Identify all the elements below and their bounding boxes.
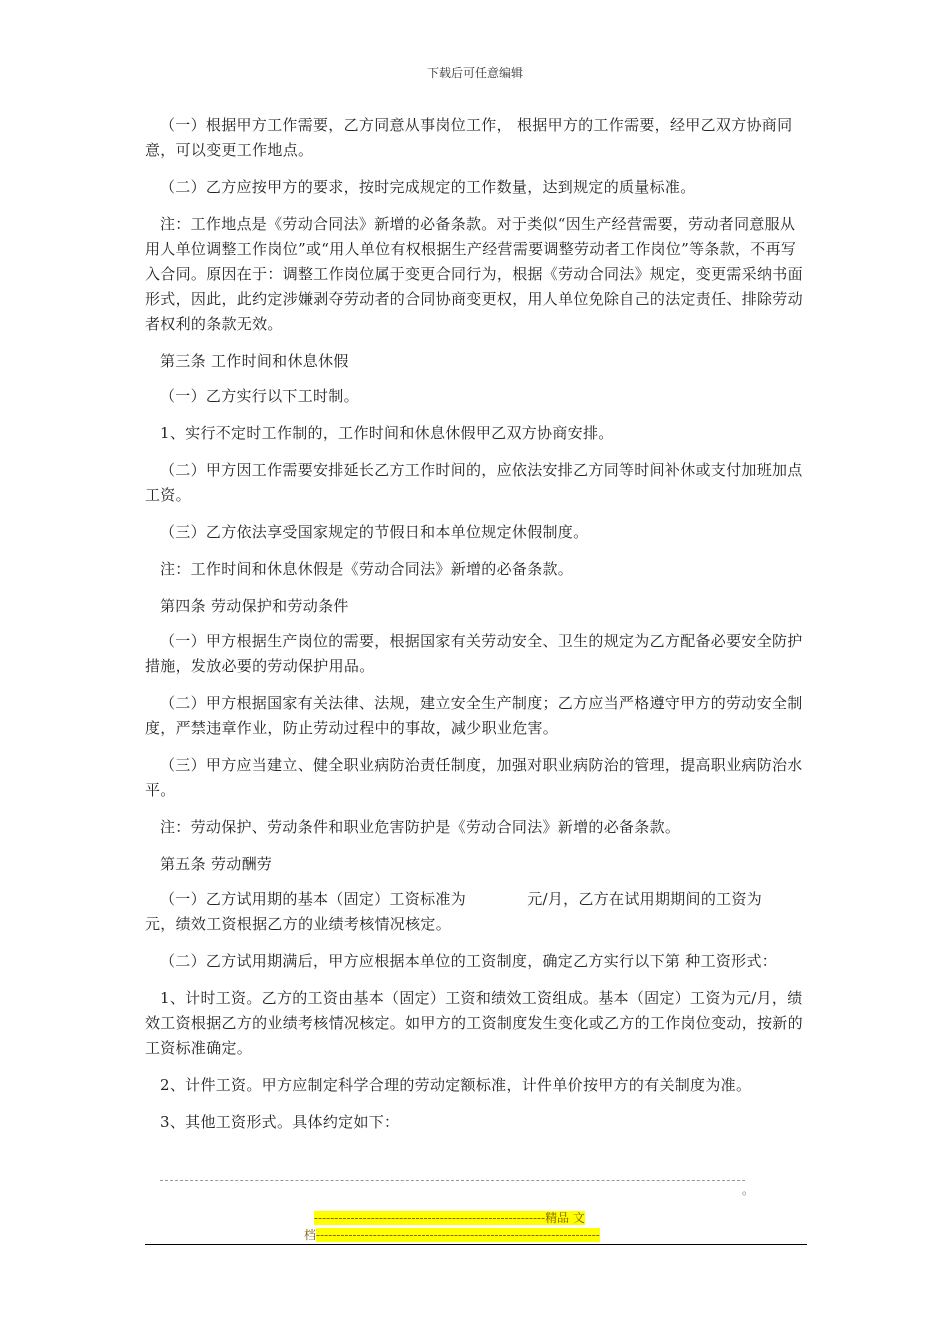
separator-end-mark: 。 [742, 1183, 755, 1197]
note-paragraph: 注：工作地点是《劳动合同法》新增的必备条款。对于类似“因生产经营需要，劳动者同意服从用人单位调整工作岗位”或“用人单位有权根据生产经营需要调整劳动者工作岗位”等条款，不再写入合同。原因在于：调整工作岗位属于变更合同行为，根据《劳动合同法》规定，变更需采纳书面形式，因此，此约定涉嫌剥夺劳动者的合同协商变更权，用人单位免除自己的法定责任、排除劳动者权利的条款无效。 [145, 215, 803, 333]
paragraph: 1、实行不定时工作制的，工作时间和休息休假甲乙双方协商安排。 [160, 424, 614, 442]
section-heading: 第四条 劳动保护和劳动条件 [160, 597, 349, 615]
paragraph: （二）乙方应按甲方的要求，按时完成规定的工作数量，达到规定的质量标准。 [160, 178, 696, 196]
dashed-separator [160, 1180, 745, 1181]
paragraph: （二）甲方根据国家有关法律、法规，建立安全生产制度；乙方应当严格遵守甲方的劳动安全制度，严禁违章作业，防止劳动过程中的事故，减少职业危害。 [145, 694, 803, 737]
paragraph: （一）根据甲方工作需要，乙方同意从事岗位工作， 根据甲方的工作需要，经甲乙双方协商同意，可以变更工作地点。 [145, 116, 793, 159]
paragraph: （三）甲方应当建立、健全职业病防治责任制度，加强对职业病防治的管理，提高职业病防治水平。 [145, 756, 803, 799]
paragraph: （三）乙方依法享受国家规定的节假日和本单位规定休假制度。 [160, 523, 589, 541]
paragraph: 2、计件工资。甲方应制定科学合理的劳动定额标准，计件单价按甲方的有关制度为准。 [160, 1076, 752, 1094]
note-paragraph: 注：工作时间和休息休假是《劳动合同法》新增的必备条款。 [160, 560, 574, 578]
paragraph: 1、计时工资。乙方的工资由基本（固定）工资和绩效工资组成。基本（固定）工资为元/月，绩效工资根据乙方的业绩考核情况核定。如甲方的工资制度发生变化或乙方的工作岗位变动，按新的工资标准确定。 [145, 989, 803, 1057]
footer-line-2-dashes: ---------------------------------------------------------------------- [316, 1228, 600, 1242]
section-heading: 第三条 工作时间和休息休假 [160, 352, 349, 370]
section-heading: 第五条 劳动酬劳 [160, 855, 273, 873]
paragraph: （一）乙方试用期的基本（固定）工资标准为 元/月，乙方在试用期期间的工资为 元，绩效工资根据乙方的业绩考核情况核定。 [145, 890, 808, 933]
paragraph: （二）乙方试用期满后，甲方应根据本单位的工资制度，确定乙方实行以下第 种工资形式： [160, 952, 778, 970]
document-body [145, 113, 807, 1147]
paragraph: （一）乙方实行以下工时制。 [160, 387, 359, 405]
page-header: 下载后可任意编辑 [426, 66, 523, 80]
footer-line-1: ---------------------------------------------------------精品 文 [314, 1211, 585, 1225]
footer-watermark [304, 1210, 649, 1244]
note-paragraph: 注：劳动保护、劳动条件和职业危害防护是《劳动合同法》新增的必备条款。 [160, 818, 681, 836]
paragraph: （二）甲方因工作需要安排延长乙方工作时间的，应依法安排乙方同等时间补休或支付加班加点工资。 [145, 461, 803, 504]
bottom-rule [145, 1244, 807, 1245]
paragraph: （一）甲方根据生产岗位的需要，根据国家有关劳动安全、卫生的规定为乙方配备必要安全防护措施，发放必要的劳动保护用品。 [145, 632, 803, 675]
footer-line-2-lead: 档 [304, 1228, 317, 1242]
paragraph: 3、其他工资形式。具体约定如下： [160, 1113, 400, 1131]
